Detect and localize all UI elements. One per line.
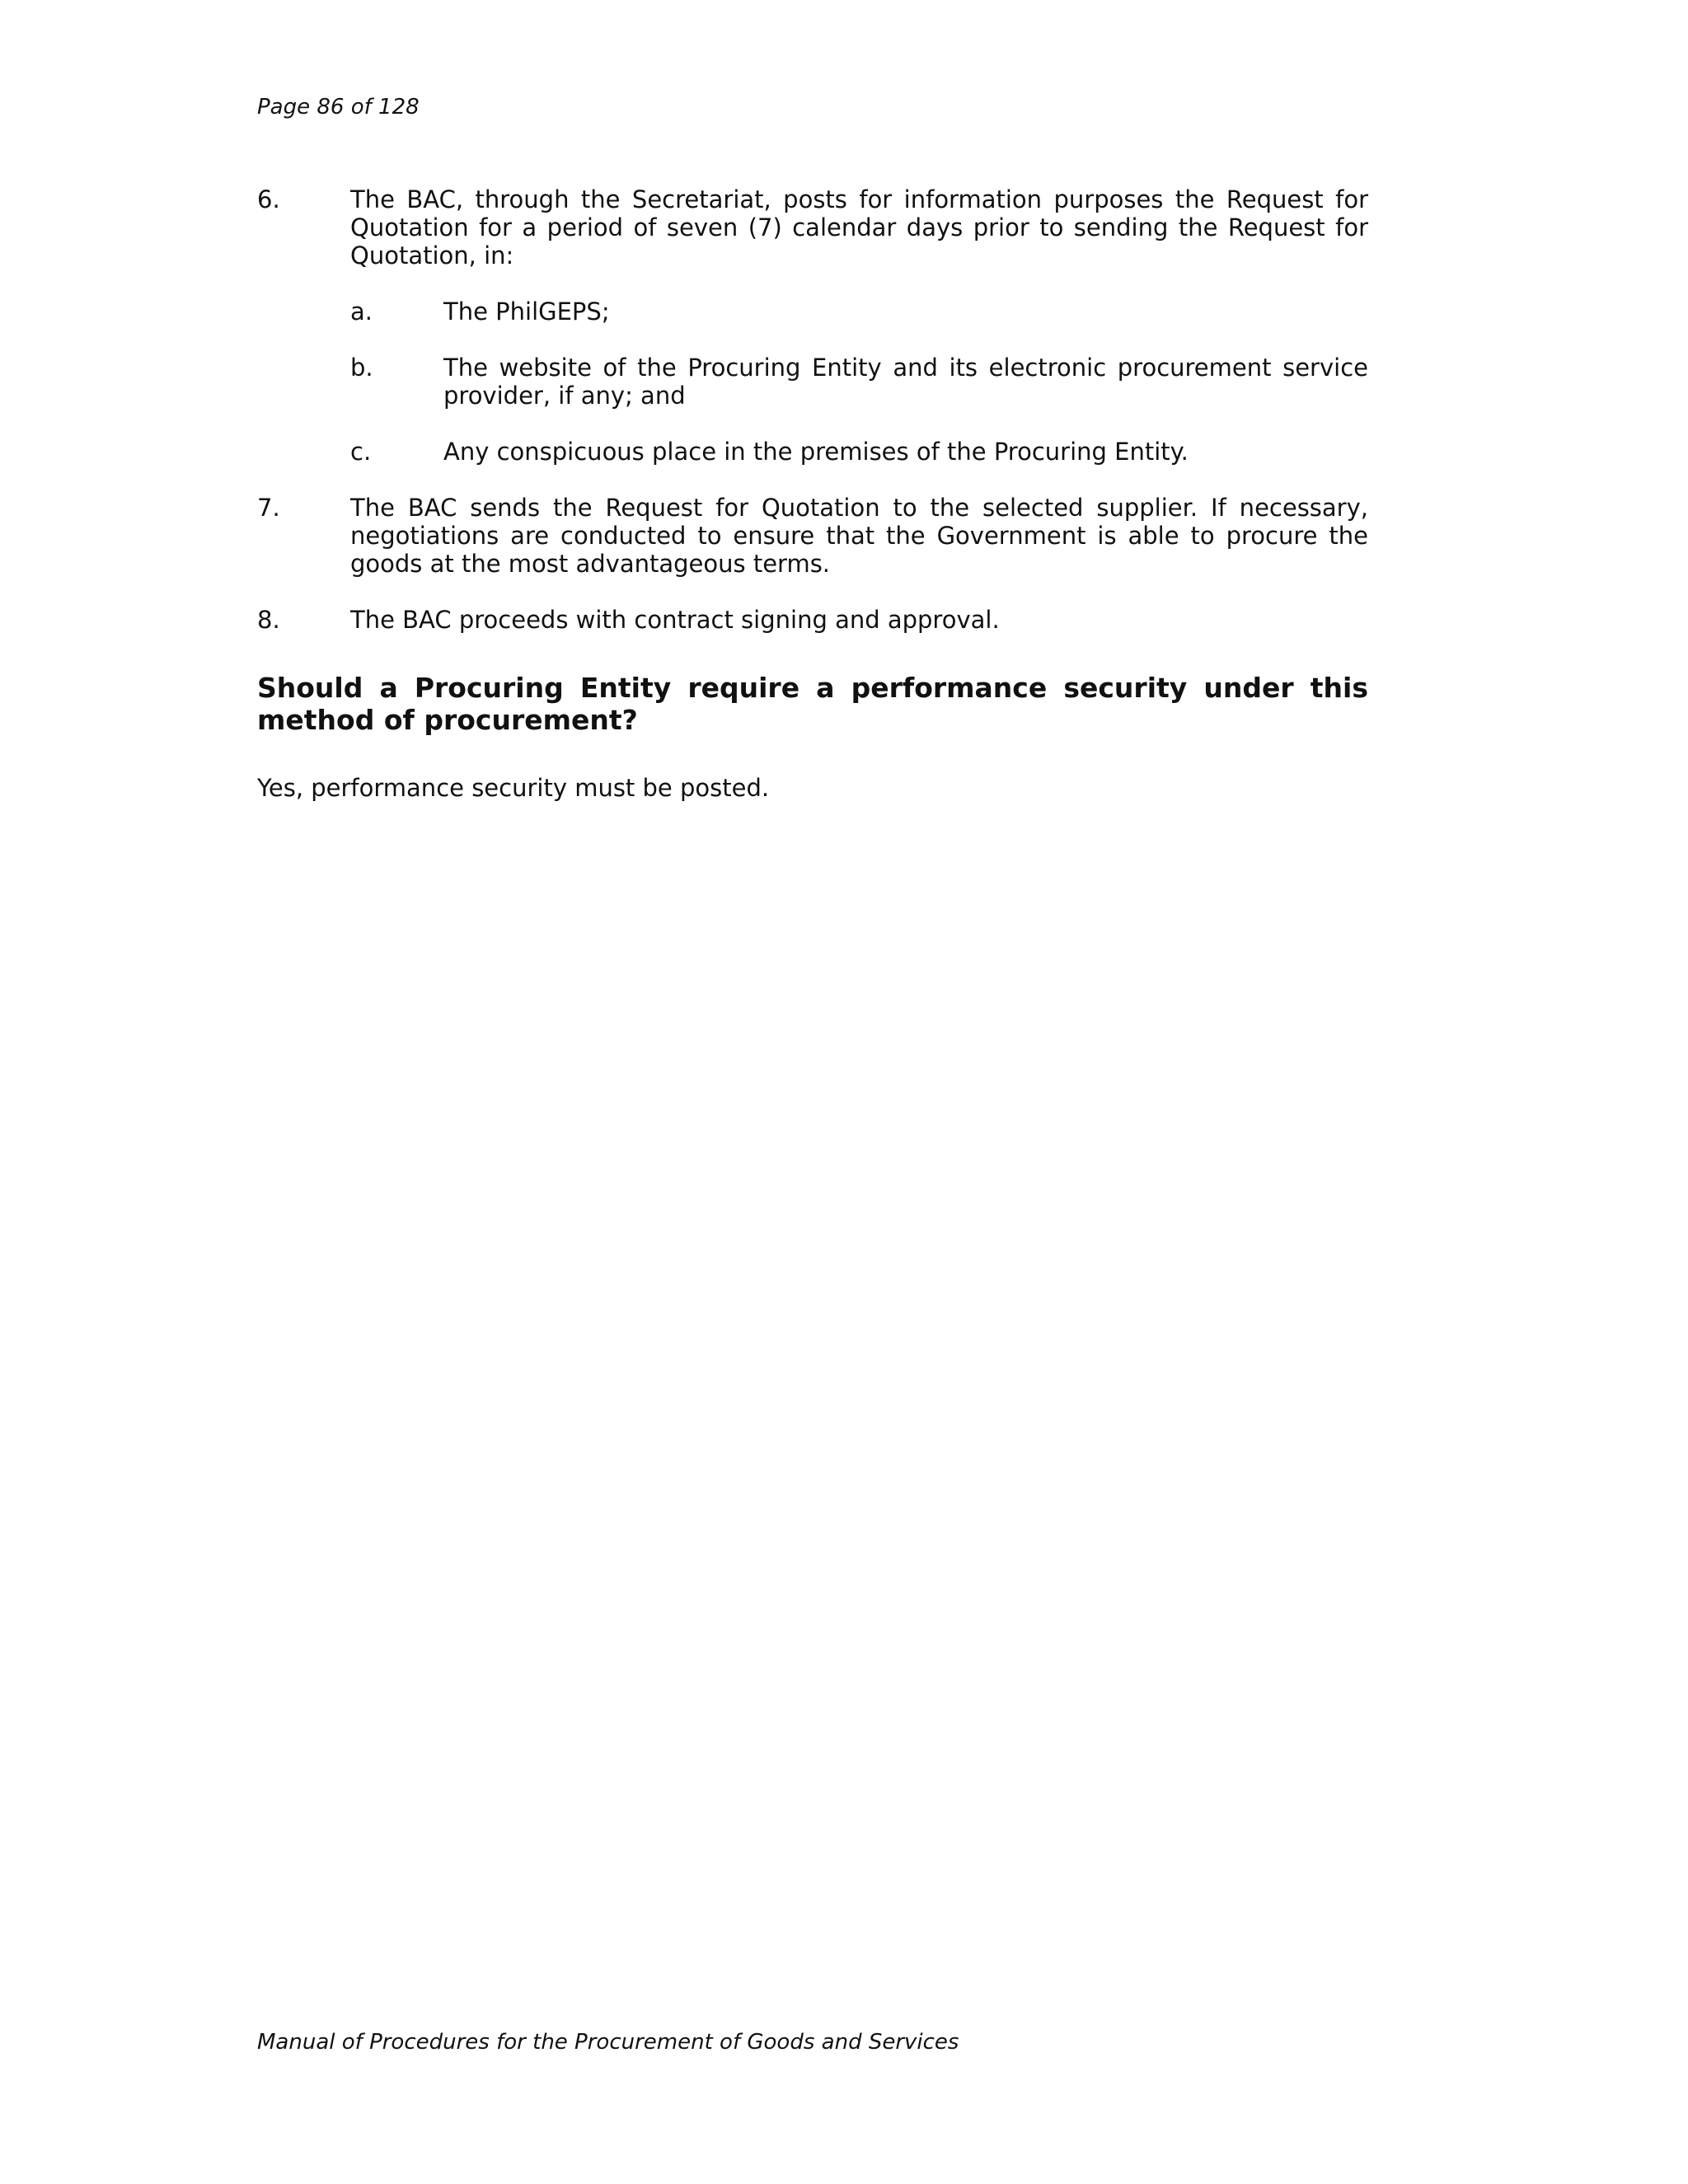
page-number-header: Page 86 of 128 [257, 95, 420, 120]
list-item-text: The BAC, through the Secretariat, posts for information purposes the Request for Quotation for a period of seven (7) calendar days prior to sending the Request for Quotation, in: [350, 185, 1368, 269]
sublist-item-text: The website of the Procuring Entity and its electronic procurement service provider, if any; and [443, 354, 1368, 410]
sublist-item-letter: c. [350, 438, 372, 466]
list-item-number: 8. [257, 606, 280, 634]
list-item-text: The BAC sends the Request for Quotation to the selected supplier. If necessary, negotiations are conducted to ensure that the Government is able to procure the goods at the most advantageous terms. [350, 494, 1368, 578]
list-item-7 [257, 494, 1368, 578]
question-heading: Should a Procuring Entity require a performance security under this method of procurement? [257, 672, 1368, 736]
sublist-item-letter: b. [350, 354, 373, 382]
sublist-item-text: Any conspicuous place in the premises of the Procuring Entity. [443, 438, 1189, 466]
sublist-item-letter: a. [350, 298, 373, 326]
sublist-item-c [350, 438, 1368, 466]
answer-paragraph: Yes, performance security must be posted. [257, 774, 770, 802]
sublist-item-text: The PhilGEPS; [443, 298, 610, 326]
list-item-8 [257, 606, 1368, 634]
list-item-text: The BAC proceeds with contract signing and approval. [350, 606, 1000, 634]
sublist-item-b [350, 354, 1368, 410]
manual-title-footer: Manual of Procedures for the Procurement of Goods and Services [257, 2030, 959, 2055]
list-item-number: 7. [257, 494, 280, 522]
list-item-number: 6. [257, 185, 280, 213]
sublist-item-a [350, 298, 1368, 326]
page-body [257, 185, 1368, 802]
list-item-6 [257, 185, 1368, 466]
